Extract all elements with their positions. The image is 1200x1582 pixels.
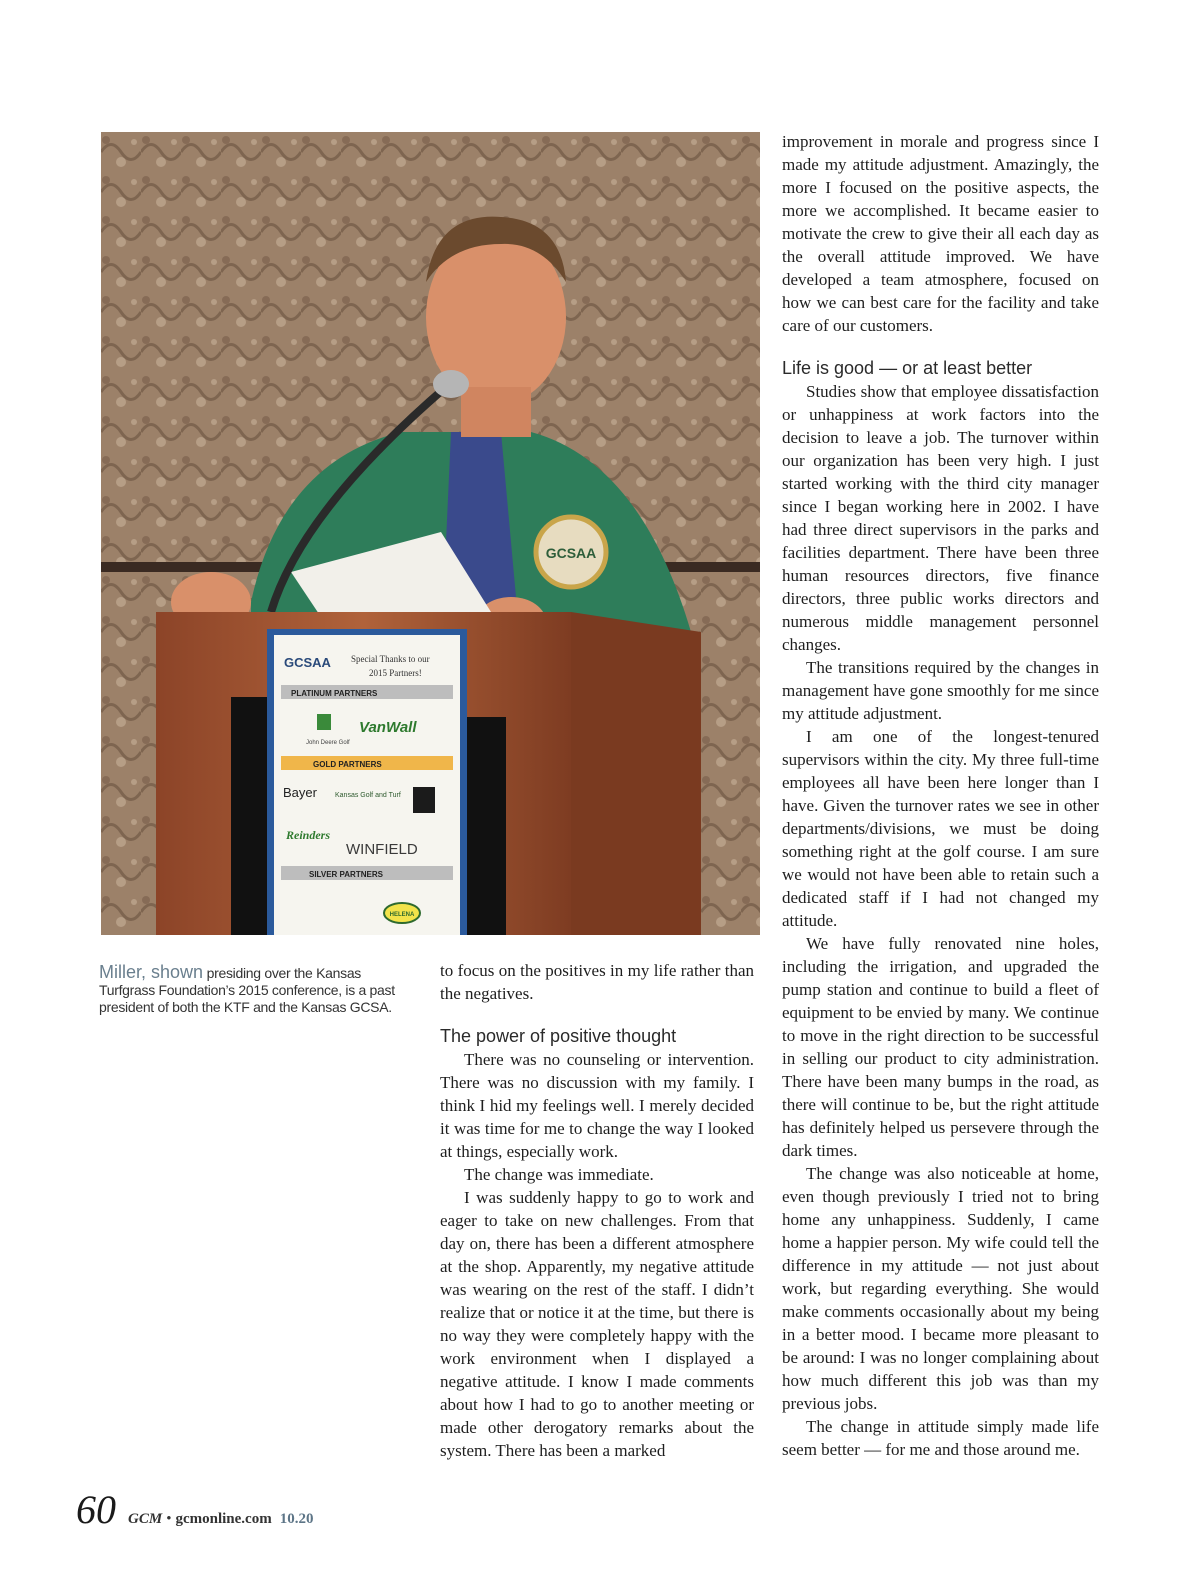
middle-column	[440, 959, 754, 1462]
section-heading-positive-thought: The power of positive thought	[440, 1026, 677, 1046]
sign-gold: GOLD PARTNERS	[313, 760, 382, 769]
photo	[101, 132, 760, 935]
speaker-illustration	[101, 132, 760, 935]
sign-silver: SILVER PARTNERS	[309, 870, 383, 879]
paragraph: improvement in morale and progress since I made my attitude adjustment. Amazingly, the more I focused on the positive aspects, the more we accomplished. It became easier to motivate the crew to give their all each day as the overall attitude improved. We have developed a team atmosphere, focused on how we can best care for the facility and take care of our customers.	[782, 132, 1099, 335]
paragraph: to focus on the positives in my life rather than the negatives.	[440, 961, 754, 1003]
paragraph: The change was immediate.	[464, 1165, 654, 1184]
sign-jd: John Deere Golf	[306, 740, 350, 746]
paragraph: We have fully renovated nine holes, including the irrigation, and upgraded the pump station and continue to build a fleet of equipment to be envied by many. We continue to move in the right direction to be successful in selling our product to city administration. There have been many bumps in the road, as there will continue to be, but the right attitude has definitely helped us persevere through the dark times.	[782, 934, 1099, 1160]
section-heading-life-is-good: Life is good — or at least better	[782, 358, 1033, 378]
sign-logo: GCSAA	[284, 655, 331, 670]
issue-date: 10.20	[279, 1511, 314, 1527]
paragraph: I was suddenly happy to go to work and eager to take on new challenges. From that day on, there has been a different atmosphere at the shop. Apparently, my negative attitude was wearing on the rest of the staff. I didn’t realize that or notice it at the time, but there is no way they were completely happy with the work environment when I displayed a negative attitude. I know I made comments about how I had to go to another meeting or made other derogatory remarks about the system. There has been a marked	[440, 1188, 754, 1460]
site-url: gcmonline.com	[175, 1511, 272, 1527]
sign-heading-2: 2015 Partners!	[369, 668, 422, 678]
sign-winfield: WINFIELD	[346, 841, 418, 858]
sign-vanwall: VanWall	[359, 719, 417, 736]
paragraph: The transitions required by the changes in management have gone smoothly for me since my attitude adjustment.	[782, 658, 1099, 723]
caption-lead: Miller, shown	[99, 962, 204, 982]
paragraph: I am one of the longest-tenured supervisors within the city. My three full-time employees all have been here longer than I have. Given the turnover rates we see in other departments/divisions, we must be doing something right at the golf course. I am sure we would not have been able to retain such a dedicated staff if I had not changed my attitude.	[782, 727, 1099, 930]
page-number: 60	[76, 1487, 116, 1532]
sign-heading-1: Special Thanks to our	[351, 654, 430, 664]
paragraph: The change was also noticeable at home, even though previously I tried not to bring home any unhappiness. Suddenly, I came home a happier person. My wife could tell the difference in my attitude — not just about work, but regarding everything. She would make comments occasionally about my being in a better mood. I became more pleasant to be around: I was no longer complaining about how much different this job was than my previous jobs.	[782, 1164, 1099, 1413]
magazine-name: GCM	[128, 1511, 163, 1527]
sign-kgt: Kansas Golf and Turf	[335, 792, 401, 799]
caption-text: presiding over the Kansas Turfgrass Foundation’s 2015 conference, is a past president of both the KTF and the Kansas GCSA.	[99, 965, 395, 1015]
sign-platinum: PLATINUM PARTNERS	[291, 689, 378, 698]
paragraph: The change in attitude simply made life seem better — for me and those around me.	[782, 1417, 1099, 1459]
photo-caption	[99, 964, 399, 1016]
page-footer	[76, 1486, 314, 1532]
paragraph: Studies show that employee dissatisfaction or unhappiness at work factors into the decision to leave a job. The turnover within our organization has been very high. I just started working with the third city manager since I began working here in 2002. I have had three direct supervisors in the parks and facilities department. There have been three human resources directors, five finance directors, three public works directors and numerous middle management personnel changes.	[782, 382, 1099, 654]
footer-separator: •	[166, 1511, 172, 1527]
sign-reinders: Reinders	[286, 828, 331, 842]
paragraph: There was no counseling or intervention. There was no discussion with my family. I think I hid my feelings well. I merely decided it was time for me to change the way I looked at things, especially work.	[440, 1050, 754, 1161]
sign-helena: HELENA	[389, 912, 415, 918]
right-column	[782, 130, 1099, 1461]
sign-bayer: Bayer	[283, 785, 317, 800]
badge-label: GCSAA	[545, 545, 597, 561]
